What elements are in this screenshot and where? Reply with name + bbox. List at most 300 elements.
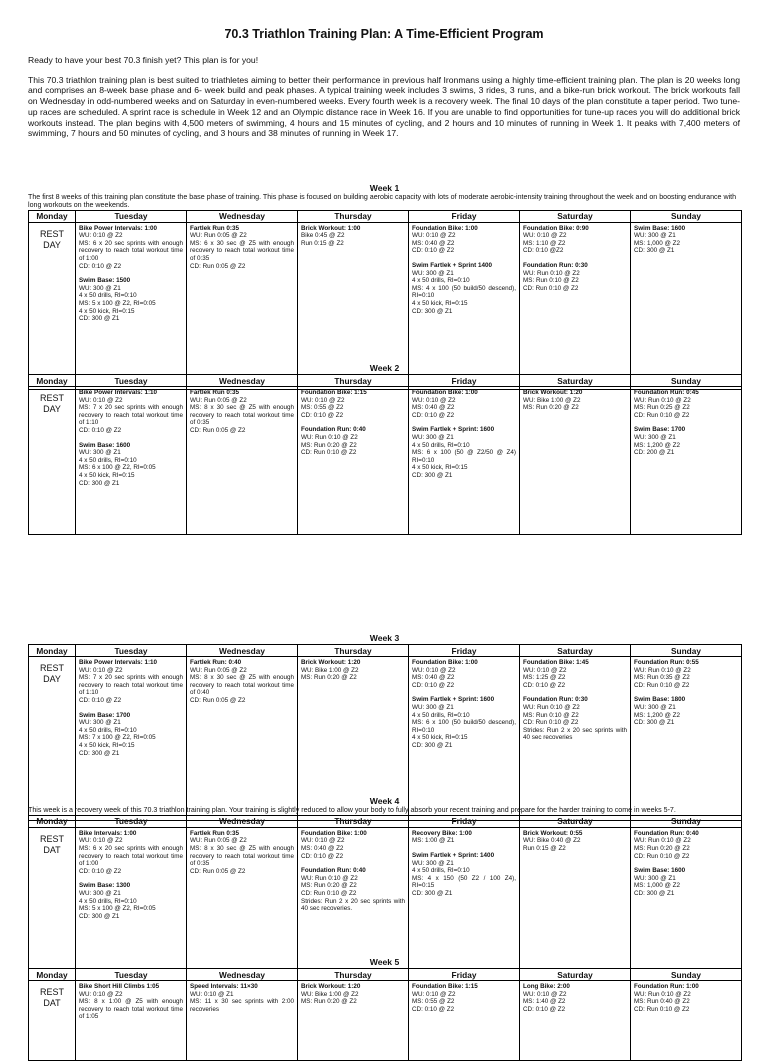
- workout-heading: Foundation Run: 0:40: [634, 829, 699, 837]
- workout-cell: [187, 981, 298, 1061]
- workout-line: 4 x 50 drills, RI=0:10: [79, 292, 137, 300]
- workout-line: CD: 300 @ Z1: [634, 247, 675, 255]
- workout-block: [190, 225, 294, 271]
- workout-line: WU: 0:10 @ Z2: [523, 990, 567, 998]
- workout-block: [79, 659, 183, 705]
- workout-line: WU: 300 @ Z1: [412, 433, 454, 441]
- workout-block: [634, 696, 738, 726]
- workout-line: WU: 0:10 @ Z2: [412, 396, 456, 404]
- rest-day-cell: REST DAT: [29, 827, 76, 980]
- workout-heading: Bike Power Intervals: 1:10: [79, 389, 158, 396]
- workout-line: Strides: Run 2 x 20 sec sprints with 40 sec recoveries: [523, 726, 627, 742]
- workout-cell: [520, 387, 631, 535]
- workout-line: MS: 0:40 @ Z2: [412, 674, 455, 682]
- workout-line: MS: 1:40 @ Z2: [523, 998, 566, 1006]
- workout-line: 4 x 50 kick, RI=0:15: [412, 299, 468, 307]
- workout-heading: Foundation Bike: 1:00: [412, 659, 478, 666]
- workout-heading: Brick Workout: 1:00: [301, 224, 361, 232]
- workout-line: CD: 0:10 @ Z2: [523, 1005, 566, 1013]
- week-section: [28, 633, 741, 821]
- workout-line: CD: 300 @ Z1: [79, 479, 120, 487]
- day-header-thursday: Thursday: [298, 210, 409, 222]
- workout-line: WU: 0:10 @ Z2: [79, 232, 123, 240]
- week-title: Week 2: [369, 363, 400, 373]
- week-section: [28, 796, 741, 981]
- workout-line: WU: Run 0:10 @ Z2: [523, 703, 580, 711]
- workout-block: [301, 867, 405, 913]
- workout-line: MS: 6 x 30 sec @ Z5 with enough recovery to reach total workout time of 0:35: [190, 239, 294, 262]
- workout-heading: Swim Base: 1300: [79, 882, 131, 890]
- workout-heading: Brick Workout: 1:20: [301, 659, 361, 666]
- workout-heading: Swim Fartlek + Sprint: 1600: [412, 426, 495, 434]
- workout-line: CD: 0:10 @ Z2: [412, 681, 455, 689]
- workout-heading: Foundation Bike: 1:15: [412, 983, 478, 990]
- workout-block: [523, 659, 627, 689]
- workout-line: WU: 300 @ Z1: [412, 703, 454, 711]
- week-schedule-table: [28, 644, 742, 821]
- workout-block: [412, 659, 516, 689]
- workout-line: 4 x 50 kick, RI=0:15: [79, 741, 135, 749]
- workout-cell: [187, 387, 298, 535]
- workout-line: MS: 6 x 100 (50 @ Z2/50 @ Z4) RI=0:10: [412, 449, 516, 464]
- day-header-saturday: Saturday: [520, 645, 631, 657]
- day-header-sunday: Sunday: [631, 969, 742, 981]
- workout-line: 4 x 50 drills, RI=0:10: [79, 726, 137, 734]
- day-header-thursday: Thursday: [298, 815, 409, 827]
- workout-line: MS: 8 x 1:00 @ Z5 with enough recovery to reach total workout time of 1:05: [79, 998, 183, 1021]
- workout-line: CD: 0:10 @ Z2: [412, 247, 455, 255]
- day-header-thursday: Thursday: [298, 375, 409, 387]
- workout-line: MS: 5 x 100 @ Z2, RI=0:05: [79, 905, 156, 913]
- workout-block: [79, 882, 183, 920]
- workout-line: MS: Run 0:20 @ Z2: [301, 882, 357, 890]
- day-header-wednesday: Wednesday: [187, 375, 298, 387]
- workout-heading: Swim Base: 1600: [79, 441, 131, 449]
- workout-line: WU: 300 @ Z1: [79, 719, 121, 727]
- workout-block: [190, 659, 294, 705]
- workout-line: CD: 300 @ Z1: [634, 719, 675, 727]
- workout-heading: Foundation Bike: 1:15: [301, 389, 367, 396]
- workout-heading: Bike Intervals: 1:00: [79, 829, 137, 837]
- workout-heading: Foundation Run: 0:30: [523, 696, 588, 704]
- workout-line: MS: 6 x 100 (50 build/50 descend), RI=0:10: [412, 719, 516, 734]
- workout-line: CD: Run 0:10 @ Z2: [301, 449, 357, 457]
- workout-line: MS: 1,000 @ Z2: [634, 882, 680, 890]
- day-header-tuesday: Tuesday: [76, 645, 187, 657]
- rest-day-cell: REST DAY: [29, 222, 76, 389]
- workout-cell: [298, 981, 409, 1061]
- workout-heading: Foundation Run: 0:40: [301, 867, 366, 875]
- workout-line: CD: 0:10 @Z2: [523, 247, 564, 255]
- day-header-tuesday: Tuesday: [76, 210, 187, 222]
- workout-heading: Foundation Run: 0:30: [523, 261, 588, 269]
- day-header-sunday: Sunday: [631, 375, 742, 387]
- workout-line: MS: Run 0:20 @ Z2: [523, 404, 579, 412]
- workout-line: CD: 300 @ Z1: [412, 889, 453, 897]
- workout-line: CD: 0:10 @ Z2: [79, 262, 122, 270]
- workout-line: WU: Run 0:05 @ Z2: [190, 837, 247, 845]
- workout-cell: [298, 387, 409, 535]
- workout-line: WU: Run 0:10 @ Z2: [634, 837, 691, 845]
- workout-block: [412, 983, 516, 1013]
- workout-line: MS: 8 x 30 sec @ Z5 with enough recovery to reach total workout time of 0:35: [190, 844, 294, 868]
- workout-line: MS: 1,200 @ Z2: [634, 441, 680, 449]
- workout-line: WU: 0:10 @ Z2: [79, 990, 123, 998]
- workout-line: Run 0:15 @ Z2: [301, 239, 344, 247]
- workout-block: [190, 830, 294, 876]
- workout-heading: Foundation Bike: 1:00: [412, 389, 478, 396]
- workout-line: MS: 8 x 30 sec @ Z5 with enough recovery to reach total workout time of 0:35: [190, 404, 294, 427]
- workout-heading: Foundation Run: 1:00: [634, 983, 699, 990]
- day-header-monday: Monday: [29, 375, 76, 387]
- week-section: [28, 363, 741, 535]
- workout-line: MS: 11 x 30 sec sprints with 2:00 recoveries: [190, 998, 294, 1013]
- workout-heading: Swim Fartlek + Sprint: 1400: [412, 851, 495, 859]
- workout-line: MS: 6 x 20 sec sprints with enough recovery to reach total workout time of 1:00: [79, 844, 183, 868]
- intro-text: [28, 55, 740, 148]
- workout-block: [301, 389, 405, 419]
- day-header-wednesday: Wednesday: [187, 969, 298, 981]
- workout-line: 4 x 50 kick, RI=0:15: [412, 734, 468, 742]
- workout-line: CD: Run 0:10 @ Z2: [634, 411, 690, 419]
- workout-line: 4 x 50 drills, RI=0:10: [412, 711, 470, 719]
- workout-block: [523, 983, 627, 1013]
- workout-line: WU: Run 0:10 @ Z2: [634, 990, 691, 998]
- intro-paragraph: Ready to have your best 70.3 finish yet? This plan is for you!: [28, 55, 259, 65]
- week-section: [28, 957, 741, 1061]
- day-header-wednesday: Wednesday: [187, 645, 298, 657]
- workout-line: MS: Run 0:35 @ Z2: [634, 674, 690, 682]
- workout-block: [634, 983, 738, 1013]
- workout-line: WU: 300 @ Z1: [634, 433, 676, 441]
- workout-line: MS: 4 x 150 (50 Z2 / 100 Z4), RI=0:15: [412, 874, 516, 890]
- day-header-tuesday: Tuesday: [76, 815, 187, 827]
- day-header-friday: Friday: [409, 815, 520, 827]
- day-header-sunday: Sunday: [631, 210, 742, 222]
- workout-line: 4 x 50 kick, RI=0:15: [79, 307, 135, 315]
- workout-line: WU: Run 0:10 @ Z2: [301, 874, 358, 882]
- workout-line: MS: 5 x 100 @ Z2, RI=0:05: [79, 299, 156, 307]
- day-header-monday: Monday: [29, 815, 76, 827]
- workout-block: [79, 830, 183, 876]
- workout-line: WU: 300 @ Z1: [412, 859, 454, 867]
- workout-line: Run 0:15 @ Z2: [523, 844, 566, 852]
- day-header-tuesday: Tuesday: [76, 375, 187, 387]
- workout-heading: Swim Base: 1800: [634, 696, 686, 704]
- workout-block: [634, 659, 738, 689]
- day-header-saturday: Saturday: [520, 210, 631, 222]
- workout-block: [523, 225, 627, 255]
- workout-line: CD: 200 @ Z1: [634, 449, 675, 457]
- workout-line: WU: 300 @ Z1: [79, 449, 121, 457]
- workout-line: WU: Run 0:05 @ Z2: [190, 396, 247, 404]
- workout-line: CD: Run 0:05 @ Z2: [190, 426, 246, 434]
- week-schedule-table: [28, 968, 742, 1061]
- workout-block: [79, 983, 183, 1021]
- workout-line: WU: 300 @ Z1: [79, 284, 121, 292]
- workout-line: CD: 300 @ Z1: [79, 315, 120, 323]
- day-header-friday: Friday: [409, 375, 520, 387]
- workout-line: MS: 1:00 @ Z1: [412, 837, 455, 845]
- workout-line: WU: 0:10 @ Z2: [412, 232, 456, 240]
- workout-line: CD: 300 @ Z1: [634, 889, 675, 897]
- workout-block: [412, 262, 516, 315]
- workout-block: [634, 389, 738, 419]
- rest-day-cell: REST DAT: [29, 981, 76, 1061]
- workout-heading: Bike Power Intervals: 1:00: [79, 224, 158, 232]
- workout-line: CD: Run 0:10 @ Z2: [634, 1005, 690, 1013]
- workout-line: CD: 0:10 @ Z2: [301, 411, 344, 419]
- workout-line: CD: Run 0:10 @ Z2: [523, 719, 579, 727]
- week-title: Week 1: [369, 183, 400, 193]
- workout-line: CD: Run 0:10 @ Z2: [301, 889, 357, 897]
- workout-heading: Fartlek Run 0:35: [190, 389, 239, 396]
- workout-line: 4 x 50 drills, RI=0:10: [79, 456, 137, 464]
- workout-heading: Bike Short Hill Climbs 1:05: [79, 983, 160, 990]
- workout-line: CD: 0:10 @ Z2: [412, 1005, 455, 1013]
- workout-line: WU: Bike 1:00 @ Z2: [301, 990, 359, 998]
- workout-heading: Long Bike: 2:00: [523, 983, 570, 990]
- workout-line: MS: 1:10 @ Z2: [523, 239, 566, 247]
- workout-block: [523, 696, 627, 742]
- workout-block: [301, 225, 405, 248]
- workout-line: WU: 300 @ Z1: [634, 874, 676, 882]
- workout-line: WU: Run 0:10 @ Z2: [523, 269, 580, 277]
- workout-block: [634, 867, 738, 897]
- workout-line: MS: 1:25 @ Z2: [523, 674, 566, 682]
- workout-block: [523, 830, 627, 853]
- day-header-friday: Friday: [409, 645, 520, 657]
- workout-line: CD: 300 @ Z1: [79, 912, 120, 920]
- workout-line: WU: 0:10 @ Z2: [301, 396, 345, 404]
- workout-block: [79, 225, 183, 271]
- workout-heading: Swim Base: 1500: [79, 277, 131, 285]
- workout-block: [301, 659, 405, 682]
- workout-block: [190, 389, 294, 435]
- workout-line: CD: 300 @ Z1: [79, 749, 120, 757]
- workout-block: [412, 696, 516, 749]
- workout-line: CD: 0:10 @ Z2: [523, 681, 566, 689]
- week-title: Week 4: [369, 796, 400, 806]
- workout-block: [301, 830, 405, 860]
- workout-line: CD: 300 @ Z1: [412, 471, 453, 479]
- workout-line: MS: 6 x 100 @ Z2, RI=0:05: [79, 464, 156, 472]
- workout-line: MS: 1,000 @ Z2: [634, 239, 680, 247]
- workout-line: 4 x 50 drills, RI=0:10: [412, 277, 470, 285]
- workout-line: WU: Bike 0:40 @ Z2: [523, 837, 581, 845]
- workout-block: [412, 830, 516, 845]
- workout-line: CD: 0:10 @ Z2: [79, 867, 122, 875]
- workout-line: WU: Bike 1:00 @ Z2: [523, 396, 581, 404]
- workout-line: WU: 300 @ Z1: [412, 269, 454, 277]
- workout-line: MS: Run 0:10 @ Z2: [523, 711, 579, 719]
- workout-heading: Fartlek Run 0:35: [190, 224, 239, 232]
- workout-line: MS: 0:55 @ Z2: [301, 404, 344, 412]
- week-schedule-table: [28, 815, 742, 981]
- workout-heading: Swim Fartlek + Sprint: 1600: [412, 696, 495, 704]
- rest-day-cell: REST DAY: [29, 657, 76, 821]
- workout-cell: [631, 981, 742, 1061]
- workout-heading: Fartlek Run: 0:40: [190, 659, 242, 666]
- workout-line: WU: Run 0:10 @ Z2: [634, 666, 691, 674]
- workout-line: CD: Run 0:10 @ Z2: [634, 852, 690, 860]
- workout-line: WU: 300 @ Z1: [79, 889, 121, 897]
- week-description: This week is a recovery week of this 70.3 triathlon training plan. Your training is slightly reduced to allow your body to fully absorb your recent training and prepare for the harder training to come in weeks 5-7.: [28, 806, 676, 814]
- workout-heading: Recovery Bike: 1:00: [412, 829, 472, 837]
- week-title: Week 5: [369, 957, 400, 967]
- workout-heading: Foundation Bike: 1:00: [412, 224, 478, 232]
- workout-line: CD: 0:10 @ Z2: [301, 852, 344, 860]
- workout-heading: Foundation Run: 0:55: [634, 659, 699, 666]
- day-header-thursday: Thursday: [298, 645, 409, 657]
- day-header-saturday: Saturday: [520, 969, 631, 981]
- workout-heading: Speed Intervals: 11×30: [190, 983, 258, 990]
- workout-heading: Swim Base: 1600: [634, 867, 686, 875]
- workout-cell: [76, 981, 187, 1061]
- workout-line: MS: 8 x 30 sec @ Z5 with enough recovery to reach total workout time of 0:40: [190, 674, 294, 697]
- workout-heading: Brick Workout: 0:55: [523, 829, 583, 837]
- workout-block: [412, 852, 516, 898]
- workout-line: CD: Run 0:05 @ Z2: [190, 867, 246, 875]
- workout-line: CD: 0:10 @ Z2: [412, 411, 455, 419]
- workout-line: WU: 300 @ Z1: [634, 703, 676, 711]
- workout-heading: Swim Fartlek + Sprint 1400: [412, 261, 492, 269]
- workout-block: [79, 442, 183, 488]
- workout-heading: Fartlek Run 0:35: [190, 829, 239, 837]
- workout-line: CD: Run 0:05 @ Z2: [190, 696, 246, 704]
- workout-line: WU: 0:10 @ Z2: [523, 232, 567, 240]
- workout-heading: Brick Workout: 1:20: [301, 983, 361, 990]
- workout-heading: Swim Base: 1700: [634, 426, 686, 434]
- workout-line: MS: 7 x 20 sec sprints with enough recovery to reach total workout time of 1:10: [79, 404, 183, 427]
- workout-line: 4 x 50 kick, RI=0:15: [412, 464, 468, 472]
- workout-line: WU: Run 0:05 @ Z2: [190, 666, 247, 674]
- workout-line: MS: Run 0:20 @ Z2: [301, 674, 357, 682]
- workout-block: [634, 426, 738, 456]
- workout-line: Strides: Run 2 x 20 sec sprints with 40 sec recoveries.: [301, 897, 405, 913]
- workout-line: CD: 300 @ Z1: [412, 307, 453, 315]
- day-header-wednesday: Wednesday: [187, 210, 298, 222]
- workout-line: CD: Run 0:05 @ Z2: [190, 262, 246, 270]
- workout-cell: [520, 981, 631, 1061]
- workout-line: MS: Run 0:20 @ Z2: [301, 441, 357, 449]
- workout-block: [79, 277, 183, 323]
- workout-line: WU: 0:10 @ Z2: [79, 666, 123, 674]
- workout-block: [79, 712, 183, 758]
- day-header-wednesday: Wednesday: [187, 815, 298, 827]
- workout-heading: Swim Base: 1600: [634, 224, 686, 232]
- week-title: Week 3: [369, 633, 400, 643]
- page-title: 70.3 Triathlon Training Plan: A Time-Efficient Program: [224, 27, 544, 41]
- workout-line: 4 x 50 drills, RI=0:10: [412, 867, 470, 875]
- workout-line: MS: Run 0:20 @ Z2: [634, 844, 690, 852]
- rest-day-cell: REST DAY: [29, 387, 76, 535]
- workout-line: 4 x 50 drills, RI=0:10: [412, 441, 470, 449]
- workout-line: MS: 0:40 @ Z2: [301, 844, 344, 852]
- workout-block: [523, 389, 627, 412]
- workout-line: WU: 0:10 @ Z2: [412, 990, 456, 998]
- week-section: [28, 183, 741, 390]
- workout-line: WU: Run 0:10 @ Z2: [301, 433, 358, 441]
- workout-line: WU: Run 0:10 @ Z2: [634, 396, 691, 404]
- day-header-saturday: Saturday: [520, 375, 631, 387]
- intro-paragraph: This 70.3 triathlon training plan is best suited to triathletes aiming to better their performance in previous half Ironmans using a highly time-efficient training plan. The plan is 20 weeks long and comprises an 8-week base phase and 6- week build and peak phases. A typical training week includes 3 swims, 3 rides, 3 runs, and a bike-run brick workout. The brick workouts fall on Wednesday in odd-numbered weeks and on Saturday in even-numbered weeks. Every fourth week is a recovery week. The final 10 days of the plan constitute a taper period. Two tune-up races are scheduled. A sprint race is schedule in Week 12 and an Olympic distance race in Week 16. If you are unable to find opportunities for tune-up races you will do additional brick workouts instead. The plan begins with 4,500 meters of swimming, 4 hours and 15 minutes of cycling, and 2 hours and 10 minutes of running in Week 1. It peaks with 7,400 meters of swimming, 7 hours and 50 minutes of cycling, and 3 hours and 38 minutes of running in Week 17.: [28, 74, 740, 139]
- workout-line: MS: Run 0:20 @ Z2: [301, 998, 357, 1006]
- workout-line: CD: 300 @ Z1: [412, 741, 453, 749]
- workout-line: WU: 0:10 @ Z2: [412, 666, 456, 674]
- workout-line: MS: 7 x 20 sec sprints with enough recovery to reach total workout time of 1:10: [79, 674, 183, 697]
- workout-line: MS: 0:55 @ Z2: [412, 998, 455, 1006]
- workout-line: WU: 0:10 @ Z2: [301, 837, 345, 845]
- day-header-friday: Friday: [409, 969, 520, 981]
- day-header-saturday: Saturday: [520, 815, 631, 827]
- workout-line: WU: 0:10 @ Z1: [190, 990, 234, 998]
- workout-line: CD: Run 0:10 @ Z2: [634, 681, 690, 689]
- week-description: The first 8 weeks of this training plan constitute the base phase of training. This phase is focused on building aerobic capacity with lots of moderate aerobic-intensity training throughout the week and on boosting endurance with long workouts on the weekends.: [28, 193, 737, 209]
- workout-heading: Foundation Bike: 0:90: [523, 224, 589, 232]
- week-schedule-table: [28, 374, 742, 535]
- workout-block: [523, 262, 627, 292]
- workout-heading: Foundation Bike: 1:45: [523, 659, 589, 666]
- workout-block: [412, 225, 516, 255]
- workout-line: WU: 0:10 @ Z2: [523, 666, 567, 674]
- workout-heading: Foundation Bike: 1:00: [301, 829, 367, 837]
- day-header-tuesday: Tuesday: [76, 969, 187, 981]
- workout-block: [79, 389, 183, 435]
- day-header-friday: Friday: [409, 210, 520, 222]
- day-header-thursday: Thursday: [298, 969, 409, 981]
- workout-heading: Bike Power Intervals: 1:10: [79, 659, 158, 666]
- workout-line: MS: 1,200 @ Z2: [634, 711, 680, 719]
- workout-cell: [631, 387, 742, 535]
- workout-line: MS: 6 x 20 sec sprints with enough recovery to reach total workout time of 1:00: [79, 239, 183, 262]
- day-header-sunday: Sunday: [631, 815, 742, 827]
- workout-line: MS: 0:40 @ Z2: [412, 404, 455, 412]
- workout-block: [301, 426, 405, 456]
- workout-line: 4 x 50 drills, RI=0:10: [79, 897, 137, 905]
- day-header-monday: Monday: [29, 969, 76, 981]
- workout-line: WU: 0:10 @ Z2: [79, 396, 123, 404]
- workout-line: MS: Run 0:10 @ Z2: [523, 277, 579, 285]
- workout-block: [190, 983, 294, 1013]
- workout-block: [412, 389, 516, 419]
- day-header-sunday: Sunday: [631, 645, 742, 657]
- workout-line: CD: Run 0:10 @ Z2: [523, 284, 579, 292]
- workout-line: WU: 0:10 @ Z2: [79, 837, 123, 845]
- workout-line: MS: Run 0:25 @ Z2: [634, 404, 690, 412]
- workout-heading: Swim Base: 1700: [79, 711, 131, 719]
- workout-block: [412, 426, 516, 479]
- workout-block: [634, 225, 738, 255]
- workout-line: 4 x 50 kick, RI=0:15: [79, 471, 135, 479]
- workout-heading: Foundation Run: 0:40: [301, 426, 366, 434]
- workout-line: MS: 4 x 100 (50 build/50 descend), RI=0:10: [412, 284, 516, 300]
- workout-line: MS: 7 x 100 @ Z2, RI=0:05: [79, 734, 156, 742]
- workout-line: CD: 0:10 @ Z2: [79, 426, 122, 434]
- workout-line: WU: Bike 1:00 @ Z2: [301, 666, 359, 674]
- workout-line: WU: 300 @ Z1: [634, 232, 676, 240]
- workout-line: MS: 0:40 @ Z2: [412, 239, 455, 247]
- day-header-monday: Monday: [29, 645, 76, 657]
- workout-line: Bike 0:45 @ Z2: [301, 232, 345, 240]
- workout-heading: Foundation Run: 0:45: [634, 389, 699, 396]
- workout-line: WU: Run 0:05 @ Z2: [190, 232, 247, 240]
- workout-cell: [409, 387, 520, 535]
- workout-cell: [76, 387, 187, 535]
- day-header-monday: Monday: [29, 210, 76, 222]
- workout-line: MS: Run 0:40 @ Z2: [634, 998, 690, 1006]
- workout-cell: [409, 981, 520, 1061]
